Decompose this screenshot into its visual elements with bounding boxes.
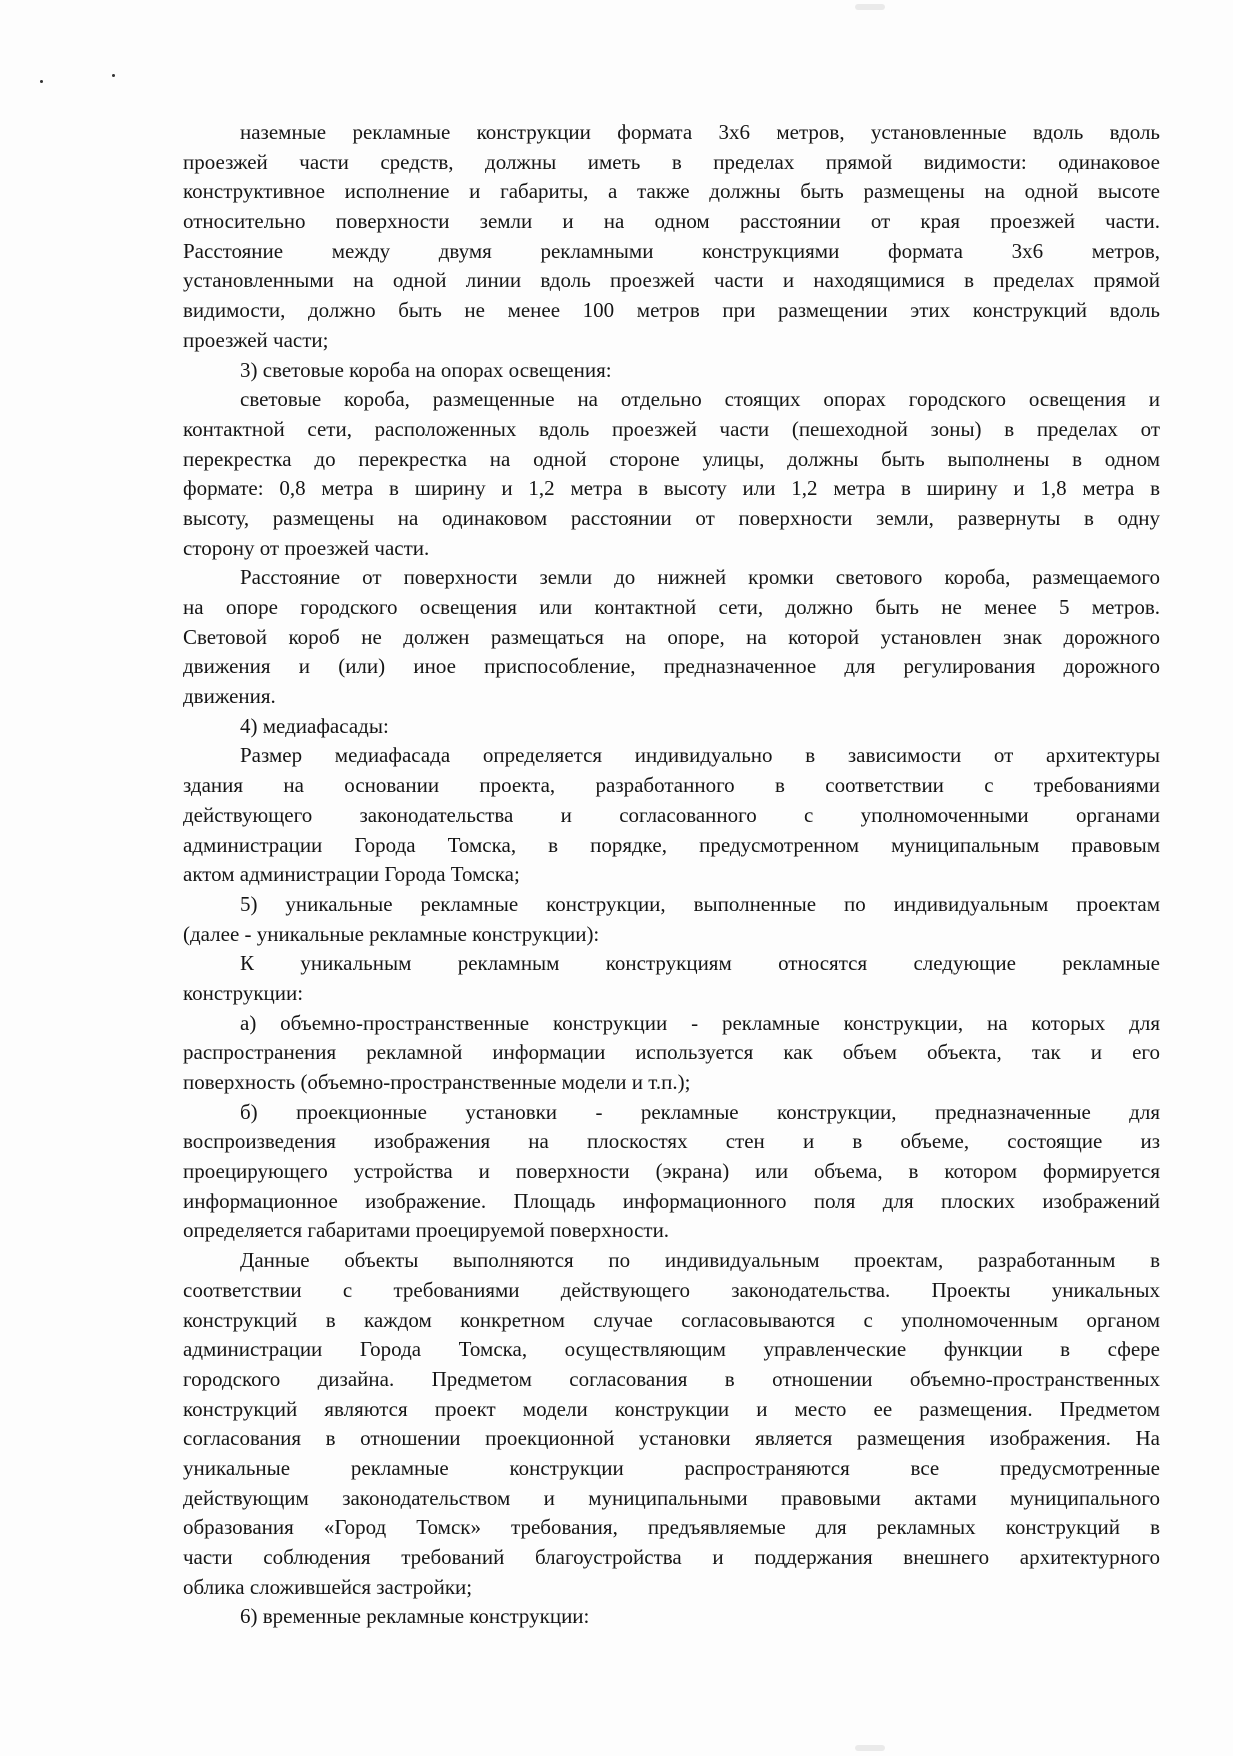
text-line: конструкций в каждом конкретном случае согласовываются с уполномоченным органом [183, 1307, 1160, 1332]
text-line: установленными на одной линии вдоль проезжей части и находящимися в пределах прямой [183, 268, 1160, 293]
text-line: действующего законодательства и согласованного с уполномоченными органами [183, 802, 1160, 827]
text-line: проезжей части; [183, 327, 329, 352]
text-line: на опоре городского освещения или контактной сети, должно быть не менее 5 метров. [183, 595, 1160, 619]
paragraph [183, 890, 1160, 949]
paragraph [183, 563, 1160, 711]
scan-speck [112, 74, 115, 77]
text-line: администрации Города Томска, в порядке, предусмотренном муниципальным правовым [183, 832, 1160, 857]
paragraph [183, 118, 1160, 356]
text-line: видимости, должно быть не менее 100 метров при размещении этих конструкций вдоль [183, 298, 1160, 323]
text-line: движения. [183, 684, 276, 709]
scan-mark [855, 4, 885, 10]
scan-mark [855, 1745, 885, 1751]
text-line: контактной сети, расположенных вдоль проезжей части (пешеходной зоны) в пределах от [183, 416, 1160, 441]
scan-speck [40, 80, 43, 83]
text-line: поверхность (объемно-пространственные модели и т.п.); [183, 1070, 691, 1094]
text-line: 5) уникальные рекламные конструкции, выполненные по индивидуальным проектам [240, 891, 1160, 916]
text-line: конструктивное исполнение и габариты, а также должны быть размещены на одной высоте [183, 179, 1160, 204]
paragraph [183, 356, 1160, 386]
text-line: перекрестка до перекрестка на одной стороне улицы, должны быть выполнены в одном [183, 446, 1160, 471]
text-line: относительно поверхности земли и на одном расстоянии от края проезжей части. [183, 209, 1160, 234]
document-body [183, 118, 1160, 1632]
text-line: действующим законодательством и муниципальными правовыми актами муниципального [183, 1485, 1160, 1510]
text-line: проецирующего устройства и поверхности (экрана) или объема, в котором формируется [183, 1159, 1160, 1184]
text-line: актом администрации Города Томска; [183, 862, 520, 887]
paragraph [183, 949, 1160, 1008]
text-line: Расстояние между двумя рекламными конструкциями формата 3х6 метров, [183, 238, 1160, 263]
text-line: наземные рекламные конструкции формата 3х6 метров, установленные вдоль вдоль [240, 120, 1160, 144]
paragraph [183, 385, 1160, 563]
text-line: световые короба, размещенные на отдельно стоящих опорах городского освещения и [240, 387, 1160, 412]
text-line: 4) медиафасады: [240, 713, 389, 738]
paragraph [183, 1098, 1160, 1246]
paragraph [183, 1246, 1160, 1602]
text-line: формате: 0,8 метра в ширину и 1,2 метра в высоту или 1,2 метра в ширину и 1,8 метра в [183, 476, 1160, 501]
text-line: администрации Города Томска, осуществляющим управленческие функции в сфере [183, 1337, 1160, 1362]
text-line: (далее - уникальные рекламные конструкции): [183, 921, 600, 946]
text-line: Световой короб не должен размещаться на опоре, на которой установлен знак дорожного [183, 624, 1160, 649]
paragraph [183, 741, 1160, 889]
text-line: образования «Город Томск» требования, предъявляемые для рекламных конструкций в [183, 1515, 1160, 1540]
text-line: К уникальным рекламным конструкциям относятся следующие рекламные [240, 951, 1160, 976]
text-line: а) объемно-пространственные конструкции - рекламные конструкции, на которых для [240, 1010, 1160, 1035]
text-line: сторону от проезжей части. [183, 535, 430, 560]
paragraph [183, 712, 1160, 742]
text-line: конструкций являются проект модели конструкции и место ее размещения. Предметом [183, 1396, 1160, 1421]
text-line: распространения рекламной информации используется как объем объекта, так и его [183, 1040, 1160, 1065]
text-line: движения и (или) иное приспособление, предназначенное для регулирования дорожного [183, 654, 1160, 679]
text-line: здания на основании проекта, разработанного в соответствии с требованиями [183, 773, 1160, 798]
text-line: Размер медиафасада определяется индивидуально в зависимости от архитектуры [240, 743, 1160, 768]
text-line: высоту, размещены на одинаковом расстоянии от поверхности земли, развернуты в одну [183, 505, 1160, 530]
text-line: конструкции: [183, 980, 304, 1005]
text-line: соответствии с требованиями действующего законодательства. Проекты уникальных [183, 1277, 1160, 1302]
paragraph [183, 1602, 1160, 1632]
text-line: 3) световые короба на опорах освещения: [240, 357, 612, 382]
text-line: облика сложившейся застройки; [183, 1574, 473, 1599]
text-line: Данные объекты выполняются по индивидуальным проектам, разработанным в [240, 1248, 1160, 1273]
text-line: воспроизведения изображения на плоскостях стен и в объеме, состоящие из [183, 1129, 1160, 1154]
text-line: уникальные рекламные конструкции распространяются все предусмотренные [183, 1455, 1160, 1480]
text-line: Расстояние от поверхности земли до нижней кромки светового короба, размещаемого [240, 565, 1160, 590]
paragraph [183, 1009, 1160, 1098]
text-line: проезжей части средств, должны иметь в пределах прямой видимости: одинаковое [183, 149, 1160, 174]
text-line: информационное изображение. Площадь информационного поля для плоских изображений [183, 1188, 1160, 1213]
text-line: согласования в отношении проекционной установки является размещения изображения. На [183, 1426, 1160, 1451]
text-line: определяется габаритами проецируемой поверхности. [183, 1218, 670, 1243]
text-line: б) проекционные установки - рекламные конструкции, предназначенные для [240, 1099, 1160, 1124]
text-line: городского дизайна. Предметом согласования в отношении объемно-пространственных [183, 1366, 1160, 1391]
text-line: части соблюдения требований благоустройства и поддержания внешнего архитектурного [183, 1545, 1160, 1569]
text-line: 6) временные рекламные конструкции: [240, 1604, 590, 1629]
